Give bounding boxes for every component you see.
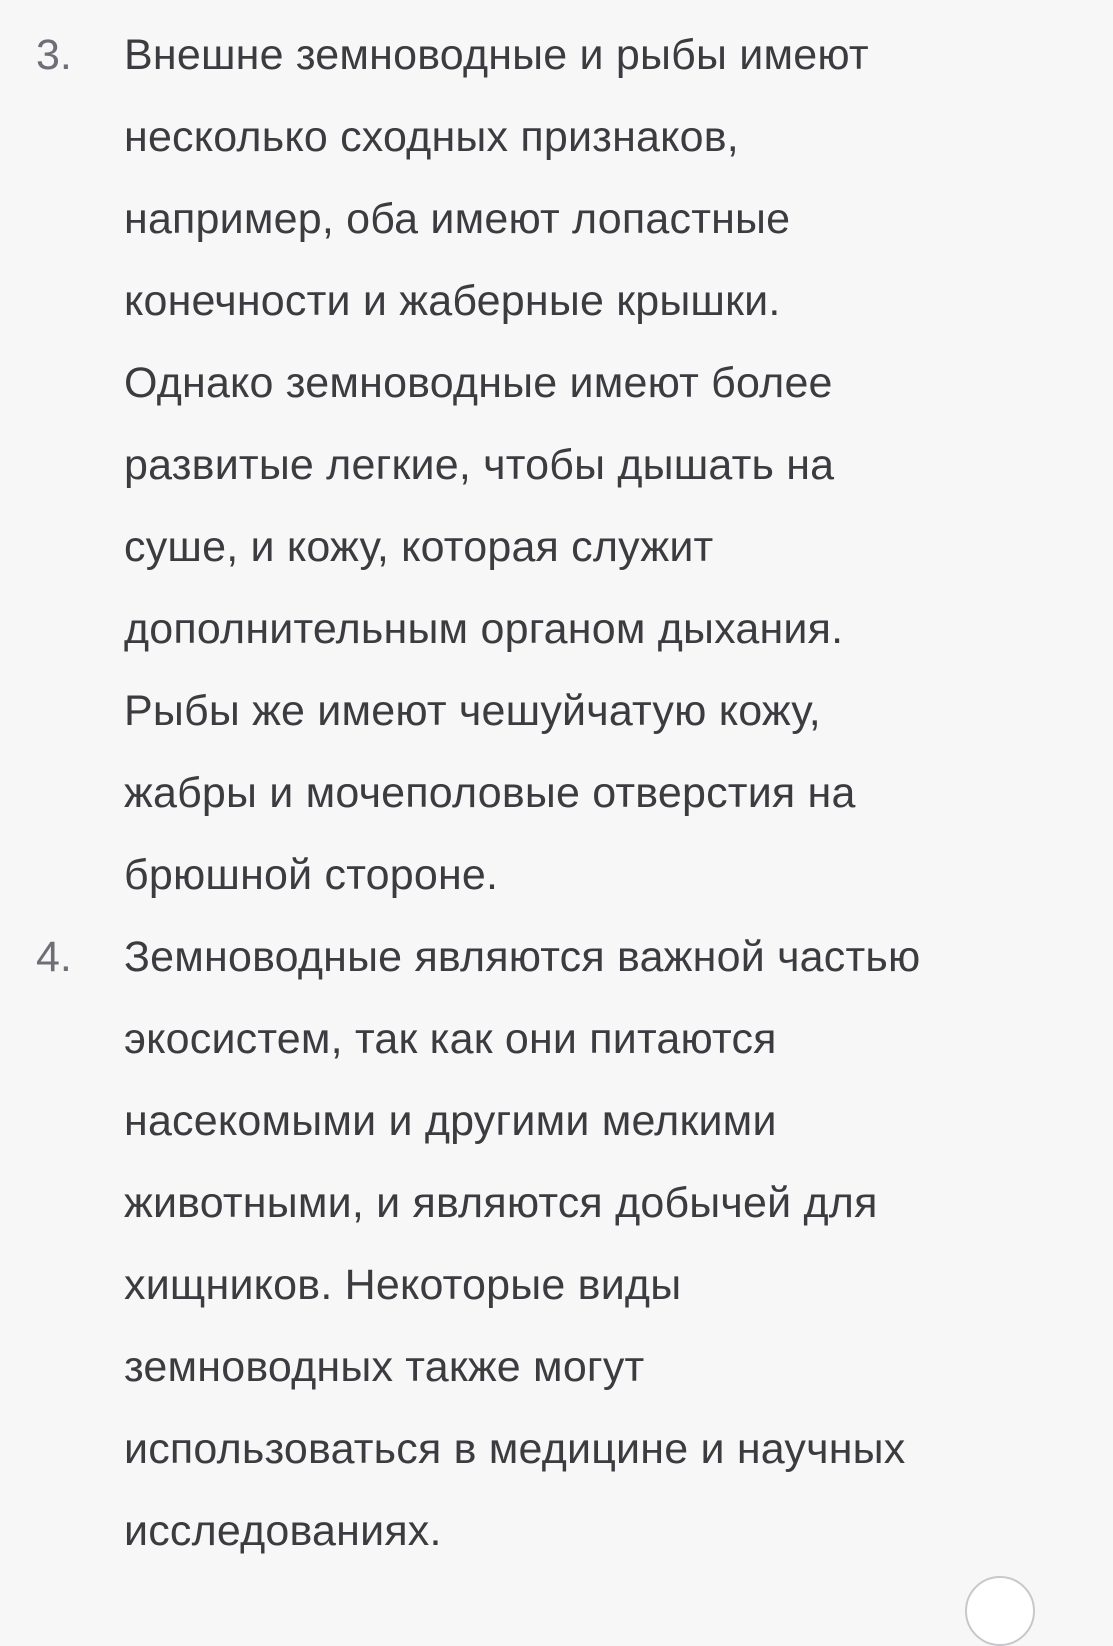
text-line: хищников. Некоторые виды [124,1261,682,1309]
text-line: несколько сходных признаков, [124,113,739,161]
text-line: использоваться в медицине и научных [124,1425,906,1473]
list-item-text [124,14,1073,916]
response-numbered-list [0,14,1113,1572]
list-item-number: 4. [36,933,72,981]
text-line: суше, и кожу, которая служит [124,523,714,571]
text-line: экосистем, так как они питаются [124,1015,777,1063]
text-line: например, оба имеют лопастные [124,195,791,243]
text-line: брюшной стороне. [124,851,499,899]
text-line: жабры и мочеполовые отверстия на [124,769,856,817]
list-item [0,916,1113,1572]
text-line: Внешне земноводные и рыбы имеют [124,31,869,79]
scroll-down-button[interactable] [965,1576,1035,1646]
text-line: Рыбы же имеют чешуйчатую кожу, [124,687,821,735]
text-line: исследованиях. [124,1507,442,1555]
list-item-text [124,916,1073,1572]
text-line: развитые легкие, чтобы дышать на [124,441,835,489]
list-item [0,14,1113,916]
text-line: животными, и являются добычей для [124,1179,878,1227]
text-line: насекомыми и другими мелкими [124,1097,777,1145]
text-line: дополнительным органом дыхания. [124,605,844,653]
text-line: Земноводные являются важной частью [124,933,921,981]
text-line: Однако земноводные имеют более [124,359,833,407]
text-line: конечности и жаберные крышки. [124,277,781,325]
text-line: земноводных также могут [124,1343,645,1391]
list-item-number: 3. [36,31,72,79]
